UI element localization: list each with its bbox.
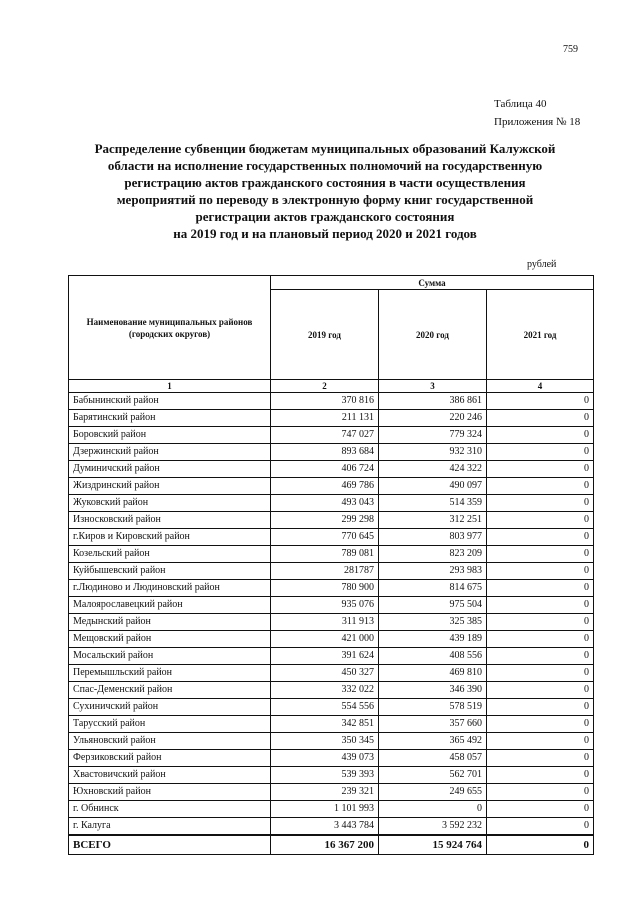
row-name: Дзержинский район	[69, 444, 271, 461]
total-label: ВСЕГО	[69, 835, 271, 855]
table-row	[69, 580, 594, 597]
table-row	[69, 750, 594, 767]
row-2021: 0	[487, 393, 594, 410]
table-row	[69, 682, 594, 699]
title-line: регистрацию актов гражданского состояния в части осуществления	[124, 175, 526, 190]
row-name: Хвастовичский район	[69, 767, 271, 784]
row-2020: 823 209	[379, 546, 487, 563]
table-row	[69, 699, 594, 716]
row-name: Ферзиковский район	[69, 750, 271, 767]
row-2020: 0	[379, 801, 487, 818]
row-2020: 932 310	[379, 444, 487, 461]
title-line: мероприятий по переводу в электронную форму книг государственной	[116, 192, 534, 207]
row-2020: 814 675	[379, 580, 487, 597]
row-2021: 0	[487, 665, 594, 682]
row-2019: 469 786	[271, 478, 379, 495]
total-2021: 0	[487, 835, 594, 855]
row-2020: 514 359	[379, 495, 487, 512]
year-header-2020: 2020 год	[379, 290, 487, 380]
row-name: г.Людиново и Людиновский район	[69, 580, 271, 597]
row-2021: 0	[487, 784, 594, 801]
row-2021: 0	[487, 546, 594, 563]
row-2021: 0	[487, 767, 594, 784]
table-row	[69, 495, 594, 512]
row-2020: 220 246	[379, 410, 487, 427]
row-2019: 439 073	[271, 750, 379, 767]
table-row	[69, 784, 594, 801]
row-name: Мосальский район	[69, 648, 271, 665]
title-line: Распределение субвенции бюджетам муниципальных образований Калужской	[94, 141, 556, 156]
row-2019: 450 327	[271, 665, 379, 682]
row-2020: 346 390	[379, 682, 487, 699]
row-name: г. Обнинск	[69, 801, 271, 818]
table-row	[69, 614, 594, 631]
row-2020: 408 556	[379, 648, 487, 665]
table-row	[69, 563, 594, 580]
column-number: 4	[487, 380, 594, 393]
table-body	[69, 393, 594, 836]
row-2020: 490 097	[379, 478, 487, 495]
total-2020: 15 924 764	[379, 835, 487, 855]
row-2019: 770 645	[271, 529, 379, 546]
row-name: г.Киров и Кировский район	[69, 529, 271, 546]
row-2021: 0	[487, 733, 594, 750]
table-row	[69, 665, 594, 682]
year-header-2021: 2021 год	[487, 290, 594, 380]
row-2019: 342 851	[271, 716, 379, 733]
row-2019: 211 131	[271, 410, 379, 427]
row-name: Куйбышевский район	[69, 563, 271, 580]
table-row	[69, 529, 594, 546]
total-2019: 16 367 200	[271, 835, 379, 855]
row-2019: 350 345	[271, 733, 379, 750]
row-2021: 0	[487, 580, 594, 597]
row-2019: 299 298	[271, 512, 379, 529]
row-2019: 539 393	[271, 767, 379, 784]
row-2019: 493 043	[271, 495, 379, 512]
table-row	[69, 512, 594, 529]
row-2020: 424 322	[379, 461, 487, 478]
row-2019: 1 101 993	[271, 801, 379, 818]
table-row	[69, 648, 594, 665]
row-2021: 0	[487, 750, 594, 767]
row-2021: 0	[487, 682, 594, 699]
row-name: Сухиничский район	[69, 699, 271, 716]
row-2019: 3 443 784	[271, 818, 379, 836]
column-number: 1	[69, 380, 271, 393]
row-2020: 293 983	[379, 563, 487, 580]
row-2021: 0	[487, 801, 594, 818]
row-name: Юхновский район	[69, 784, 271, 801]
row-2019: 391 624	[271, 648, 379, 665]
row-2021: 0	[487, 495, 594, 512]
row-2019: 370 816	[271, 393, 379, 410]
row-2020: 578 519	[379, 699, 487, 716]
row-2019: 789 081	[271, 546, 379, 563]
row-2021: 0	[487, 631, 594, 648]
table-row	[69, 546, 594, 563]
unit-label: рублей	[527, 259, 557, 270]
row-2020: 975 504	[379, 597, 487, 614]
row-2019: 780 900	[271, 580, 379, 597]
row-2019: 239 321	[271, 784, 379, 801]
table-row	[69, 410, 594, 427]
row-2020: 458 057	[379, 750, 487, 767]
row-2021: 0	[487, 818, 594, 836]
row-name: Боровский район	[69, 427, 271, 444]
row-name: Износковский район	[69, 512, 271, 529]
table-row	[69, 733, 594, 750]
table-label: Таблица 40	[494, 98, 547, 110]
row-name: Медынский район	[69, 614, 271, 631]
row-2020: 249 655	[379, 784, 487, 801]
subvention-table	[68, 275, 594, 855]
sum-header: Сумма	[271, 276, 594, 290]
row-2020: 357 660	[379, 716, 487, 733]
row-2020: 386 861	[379, 393, 487, 410]
row-2019: 332 022	[271, 682, 379, 699]
row-2019: 893 684	[271, 444, 379, 461]
title-line: на 2019 год и на плановый период 2020 и 2021 годов	[173, 226, 477, 241]
row-2019: 747 027	[271, 427, 379, 444]
row-2021: 0	[487, 648, 594, 665]
row-name: Жиздринский район	[69, 478, 271, 495]
row-2020: 779 324	[379, 427, 487, 444]
row-2020: 469 810	[379, 665, 487, 682]
row-2021: 0	[487, 461, 594, 478]
row-name: Ульяновский район	[69, 733, 271, 750]
row-2021: 0	[487, 614, 594, 631]
row-2020: 3 592 232	[379, 818, 487, 836]
row-name: Козельский район	[69, 546, 271, 563]
row-name: Перемышльский район	[69, 665, 271, 682]
row-2020: 562 701	[379, 767, 487, 784]
row-name: г. Калуга	[69, 818, 271, 836]
document-title	[60, 140, 590, 242]
row-2020: 312 251	[379, 512, 487, 529]
column-number: 3	[379, 380, 487, 393]
row-2021: 0	[487, 427, 594, 444]
total-row	[69, 835, 594, 855]
row-2021: 0	[487, 410, 594, 427]
row-name: Мещовский район	[69, 631, 271, 648]
row-2021: 0	[487, 597, 594, 614]
appendix-label: Приложения № 18	[494, 116, 581, 128]
table-row	[69, 393, 594, 410]
row-2021: 0	[487, 444, 594, 461]
table-row	[69, 427, 594, 444]
row-2019: 406 724	[271, 461, 379, 478]
row-name: Малоярославецкий район	[69, 597, 271, 614]
table-row	[69, 801, 594, 818]
title-line: регистрации актов гражданского состояния	[195, 209, 455, 224]
row-2020: 439 189	[379, 631, 487, 648]
row-2019: 311 913	[271, 614, 379, 631]
row-2021: 0	[487, 563, 594, 580]
table-row	[69, 631, 594, 648]
row-name: Барятинский район	[69, 410, 271, 427]
row-name: Спас-Деменский район	[69, 682, 271, 699]
row-name: Думиничский район	[69, 461, 271, 478]
table-row	[69, 461, 594, 478]
table-row	[69, 597, 594, 614]
row-2021: 0	[487, 716, 594, 733]
row-name: Бабынинский район	[69, 393, 271, 410]
row-2019: 935 076	[271, 597, 379, 614]
name-column-header: Наименование муниципальных районов (городских округов)	[69, 276, 271, 380]
row-2021: 0	[487, 699, 594, 716]
row-2020: 325 385	[379, 614, 487, 631]
table-row	[69, 767, 594, 784]
row-2021: 0	[487, 529, 594, 546]
row-2020: 365 492	[379, 733, 487, 750]
row-2019: 281787	[271, 563, 379, 580]
page-number: 759	[563, 44, 578, 55]
table-row	[69, 818, 594, 836]
table-row	[69, 478, 594, 495]
row-2020: 803 977	[379, 529, 487, 546]
row-2021: 0	[487, 478, 594, 495]
row-name: Жуковский район	[69, 495, 271, 512]
year-header-2019: 2019 год	[271, 290, 379, 380]
table-row	[69, 444, 594, 461]
row-name: Тарусский район	[69, 716, 271, 733]
table-row	[69, 716, 594, 733]
column-number: 2	[271, 380, 379, 393]
row-2021: 0	[487, 512, 594, 529]
title-line: области на исполнение государственных полномочий на государственную	[107, 158, 543, 173]
row-2019: 554 556	[271, 699, 379, 716]
row-2019: 421 000	[271, 631, 379, 648]
